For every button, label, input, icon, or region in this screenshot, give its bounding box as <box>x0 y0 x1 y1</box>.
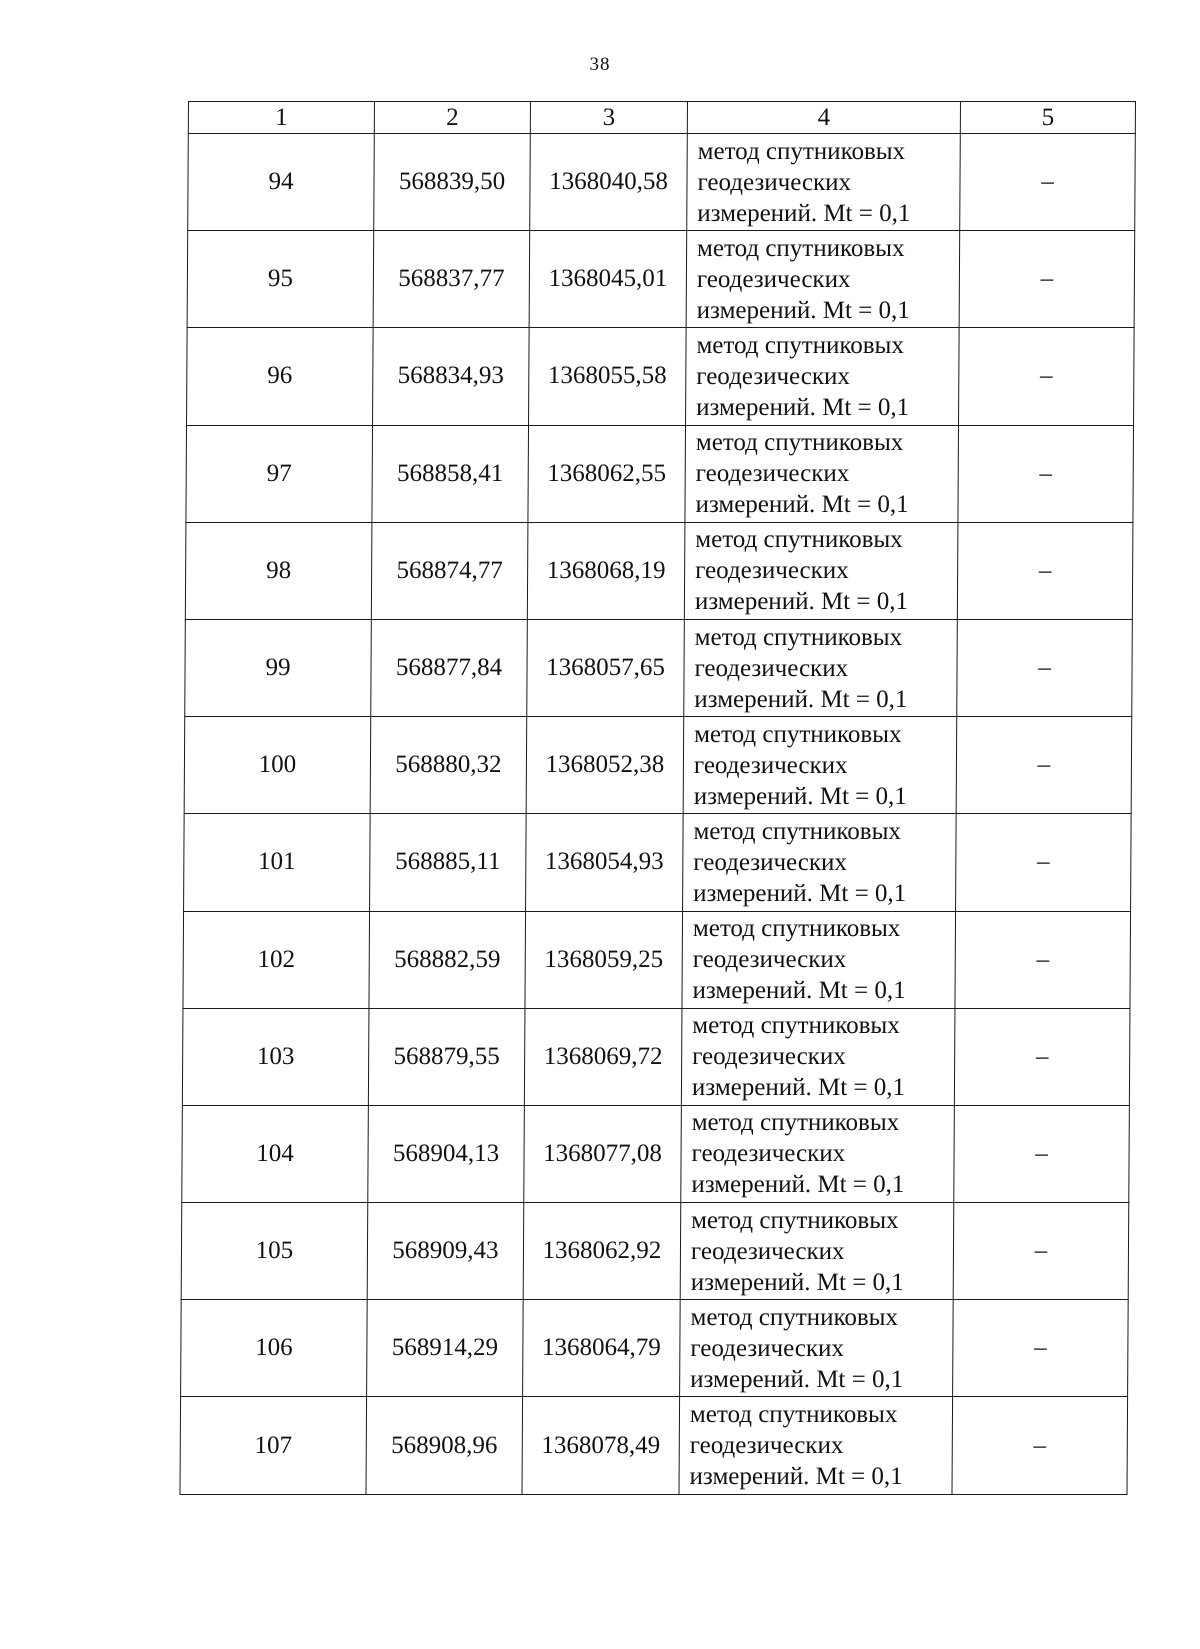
point-number-cell: 94 <box>188 134 375 231</box>
method-cell <box>684 619 958 716</box>
point-number-cell: 107 <box>180 1397 367 1494</box>
x-coordinate-cell: 568834,93 <box>373 328 530 425</box>
method-line: измерений. Mt = 0,1 <box>690 1268 904 1296</box>
column-header-y-coordinate: 3 <box>530 102 687 134</box>
point-number-cell: 105 <box>181 1203 368 1300</box>
table-body <box>180 134 1135 1495</box>
method-line: геодезических <box>692 1043 846 1071</box>
method-cell <box>680 1203 954 1300</box>
note-cell: – <box>956 717 1132 814</box>
x-coordinate-cell: 568885,11 <box>370 814 527 911</box>
method-line: геодезических <box>693 848 848 876</box>
note-cell: – <box>959 231 1135 328</box>
point-number-cell: 101 <box>184 814 371 911</box>
method-cell <box>686 231 960 328</box>
method-line: измерений. Mt = 0,1 <box>691 1074 906 1102</box>
y-coordinate-cell: 1368069,72 <box>524 1008 682 1105</box>
method-line: измерений. Mt = 0,1 <box>693 879 907 907</box>
method-line: геодезических <box>695 460 850 488</box>
note-cell: – <box>954 1008 1130 1105</box>
table-row <box>182 1008 1130 1105</box>
method-line: измерений. Mt = 0,1 <box>695 491 909 519</box>
method-cell <box>683 717 957 814</box>
x-coordinate-cell: 568839,50 <box>374 134 531 231</box>
table-row <box>181 1203 1129 1300</box>
point-number-cell: 103 <box>182 1008 369 1105</box>
method-line: геодезических <box>690 1334 845 1362</box>
point-number-cell: 99 <box>185 619 372 716</box>
note-cell: – <box>953 1300 1129 1397</box>
x-coordinate-cell: 568837,77 <box>373 231 530 328</box>
table-row <box>187 231 1135 328</box>
x-coordinate-cell: 568880,32 <box>370 717 527 814</box>
table-row <box>188 134 1136 231</box>
y-coordinate-cell: 1368057,65 <box>527 619 685 716</box>
note-cell: – <box>955 911 1131 1008</box>
x-coordinate-cell: 568877,84 <box>371 619 528 716</box>
method-cell <box>684 522 958 619</box>
y-coordinate-cell: 1368064,79 <box>523 1300 681 1397</box>
method-line: метод спутниковых <box>689 1401 898 1429</box>
method-cell <box>685 425 959 522</box>
method-line: метод спутниковых <box>697 137 906 165</box>
method-line: геодезических <box>694 654 849 682</box>
method-cell <box>681 1105 955 1202</box>
method-line: геодезических <box>690 1237 845 1265</box>
method-line: измерений. Mt = 0,1 <box>693 782 907 810</box>
method-line: метод спутниковых <box>694 720 902 748</box>
point-number-cell: 97 <box>186 425 373 522</box>
method-line: метод спутниковых <box>693 817 902 845</box>
note-cell: – <box>952 1397 1128 1494</box>
x-coordinate-cell: 568882,59 <box>369 911 526 1008</box>
method-line: измерений. Mt = 0,1 <box>696 296 910 324</box>
method-line: геодезических <box>697 168 852 196</box>
y-coordinate-cell: 1368052,38 <box>526 717 684 814</box>
method-line: метод спутниковых <box>691 1206 899 1234</box>
table-row <box>187 328 1135 425</box>
y-coordinate-cell: 1368059,25 <box>525 911 683 1008</box>
method-cell <box>679 1397 953 1494</box>
method-cell <box>682 911 956 1008</box>
y-coordinate-cell: 1368062,55 <box>528 425 686 522</box>
x-coordinate-cell: 568909,43 <box>367 1203 524 1300</box>
x-coordinate-cell: 568908,96 <box>366 1397 523 1494</box>
method-line: геодезических <box>693 751 848 779</box>
y-coordinate-cell: 1368078,49 <box>522 1397 680 1494</box>
note-cell: – <box>957 522 1133 619</box>
table-row <box>184 814 1132 911</box>
method-cell <box>680 1300 954 1397</box>
method-line: метод спутниковых <box>696 331 904 359</box>
page-number: 38 <box>589 54 611 75</box>
table-row <box>184 717 1132 814</box>
y-coordinate-cell: 1368068,19 <box>527 522 685 619</box>
note-cell: – <box>960 134 1136 231</box>
method-line: метод спутниковых <box>694 623 903 651</box>
point-number-cell: 102 <box>183 911 370 1008</box>
coordinates-table <box>179 101 1136 1495</box>
y-coordinate-cell: 1368054,93 <box>526 814 684 911</box>
method-line: измерений. Mt = 0,1 <box>692 977 906 1005</box>
table-row <box>181 1300 1129 1397</box>
note-cell: – <box>956 814 1132 911</box>
method-cell <box>687 134 961 231</box>
table-row <box>186 425 1134 522</box>
table-row <box>183 911 1131 1008</box>
point-number-cell: 95 <box>187 231 374 328</box>
method-line: измерений. Mt = 0,1 <box>689 1463 903 1491</box>
method-line: геодезических <box>691 1140 846 1168</box>
point-number-cell: 96 <box>187 328 374 425</box>
column-header-note: 5 <box>960 102 1135 134</box>
table-row <box>185 619 1133 716</box>
table-row <box>180 1397 1128 1494</box>
x-coordinate-cell: 568879,55 <box>368 1008 525 1105</box>
method-cell <box>683 814 957 911</box>
note-cell: – <box>959 328 1135 425</box>
table-row <box>182 1105 1130 1202</box>
method-line: метод спутниковых <box>697 234 905 262</box>
note-cell: – <box>954 1105 1130 1202</box>
x-coordinate-cell: 568914,29 <box>367 1300 524 1397</box>
method-line: измерений. Mt = 0,1 <box>691 1171 905 1199</box>
column-header-point-number: 1 <box>188 102 374 134</box>
column-header-x-coordinate: 2 <box>374 102 530 134</box>
point-number-cell: 98 <box>185 522 372 619</box>
column-header-method: 4 <box>687 102 960 134</box>
method-cell <box>681 1008 955 1105</box>
method-line: измерений. Mt = 0,1 <box>696 393 910 421</box>
table-row <box>185 522 1133 619</box>
y-coordinate-cell: 1368045,01 <box>529 231 687 328</box>
method-line: геодезических <box>696 362 850 390</box>
y-coordinate-cell: 1368077,08 <box>524 1105 682 1202</box>
method-line: метод спутниковых <box>695 429 904 457</box>
x-coordinate-cell: 568874,77 <box>371 522 528 619</box>
note-cell: – <box>957 619 1133 716</box>
note-cell: – <box>953 1203 1129 1300</box>
method-line: метод спутниковых <box>690 1303 899 1331</box>
table-header-row <box>188 102 1135 134</box>
method-line: геодезических <box>689 1432 844 1460</box>
point-number-cell: 106 <box>181 1300 368 1397</box>
point-number-cell: 104 <box>182 1105 369 1202</box>
method-line: геодезических <box>695 557 849 585</box>
y-coordinate-cell: 1368040,58 <box>530 134 688 231</box>
x-coordinate-cell: 568904,13 <box>368 1105 525 1202</box>
method-line: измерений. Mt = 0,1 <box>694 588 909 616</box>
method-line: измерений. Mt = 0,1 <box>694 685 908 713</box>
method-line: метод спутниковых <box>692 1012 900 1040</box>
method-line: метод спутниковых <box>691 1109 900 1137</box>
method-line: метод спутниковых <box>695 526 903 554</box>
x-coordinate-cell: 568858,41 <box>372 425 529 522</box>
method-line: измерений. Mt = 0,1 <box>697 199 911 227</box>
note-cell: – <box>958 425 1134 522</box>
y-coordinate-cell: 1368055,58 <box>529 328 687 425</box>
method-line: геодезических <box>692 946 847 974</box>
method-line: геодезических <box>696 265 851 293</box>
method-line: измерений. Mt = 0,1 <box>690 1365 904 1393</box>
method-line: метод спутниковых <box>692 915 901 943</box>
method-cell <box>686 328 960 425</box>
point-number-cell: 100 <box>184 717 371 814</box>
y-coordinate-cell: 1368062,92 <box>523 1203 681 1300</box>
